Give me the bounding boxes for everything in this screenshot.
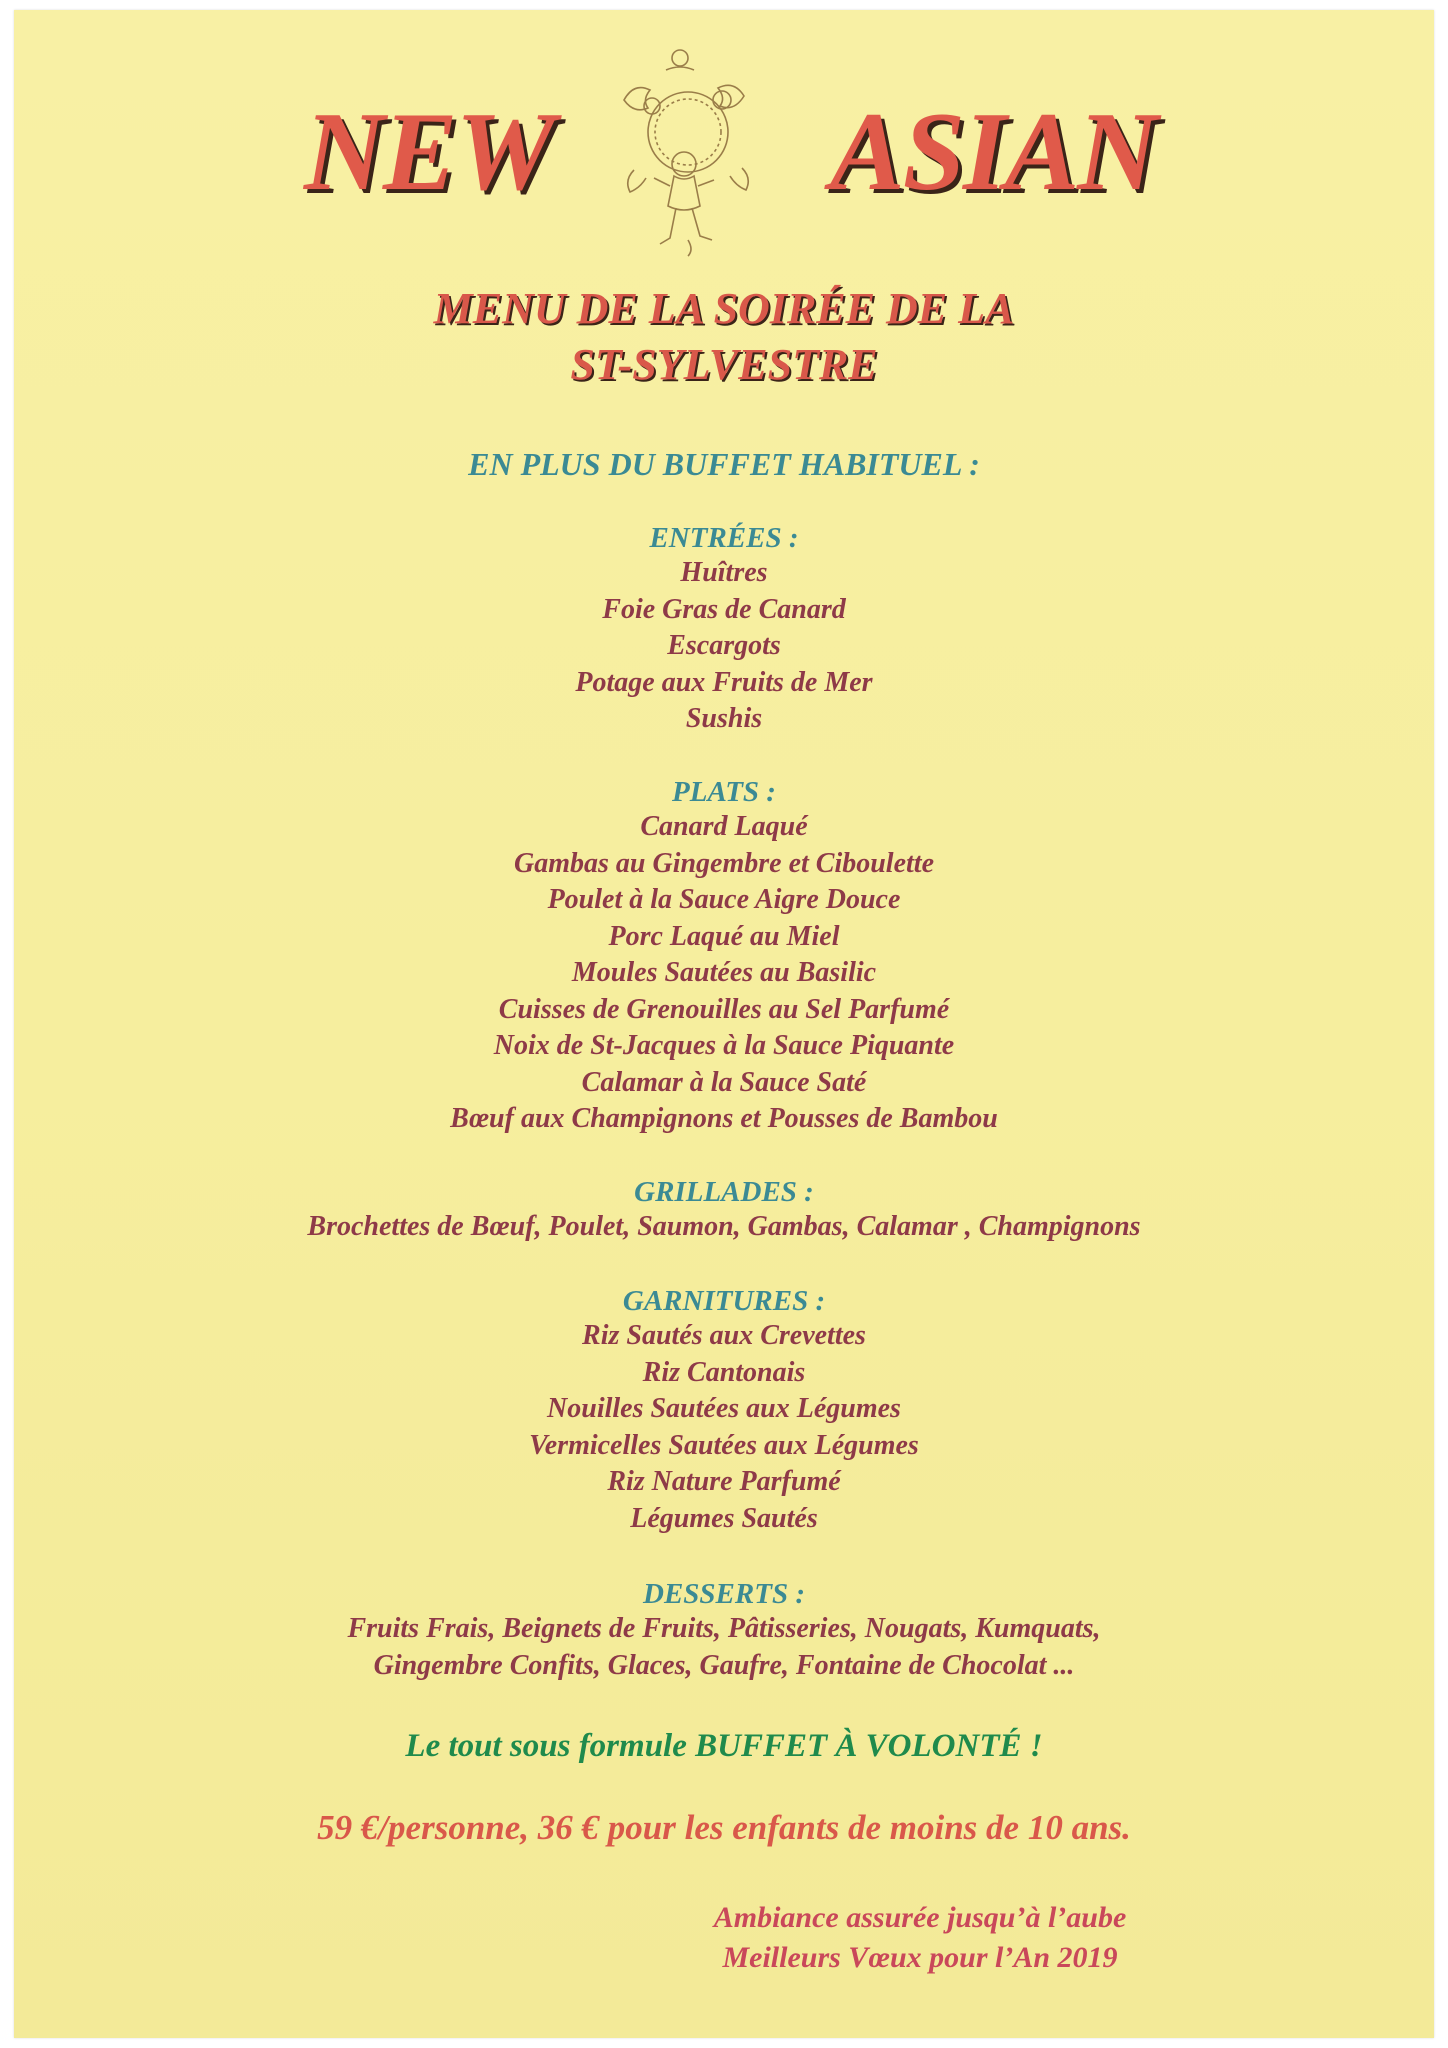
desserts-list [0,1611,1448,1684]
section-entrees [0,522,1448,738]
grillades-list [0,1209,1448,1246]
section-desserts [0,1578,1448,1684]
closing-line1: Ambiance assurée jusqu’à l’aube [713,1901,1127,1934]
menu-item: Nouilles Sautées aux Légumes [547,1393,901,1424]
menu-item: Bœuf aux Champignons et Pousses de Bambou [450,1103,998,1134]
garnitures-list [0,1318,1448,1537]
menu-item: Noix de St-Jacques à la Sauce Piquante [493,1030,955,1061]
menu-item: Brochettes de Bœuf, Poulet, Saumon, Gambas, Calamar , Champignons [307,1211,1141,1242]
menu-item: Fruits Frais, Beignets de Fruits, Pâtisseries, Nougats, Kumquats, [347,1613,1101,1644]
menu-item: Riz Cantonais [642,1356,806,1388]
section-plats [0,776,1448,1138]
menu-item: Gingembre Confits, Glaces, Gaufre, Fontaine de Chocolat ... [373,1649,1075,1681]
menu-item: Gambas au Gingembre et Ciboulette [514,847,934,879]
menu-item: Sushis [685,703,763,734]
menu-item: Riz Nature Parfumé [607,1466,841,1497]
menu-item: Canard Laqué [640,811,808,842]
menu-item: Escargots [667,630,781,661]
section-title-desserts: DESSERTS : [643,1578,805,1610]
section-garnitures [0,1285,1448,1537]
menu-item: Porc Laqué au Miel [608,920,840,952]
plats-list [0,809,1448,1138]
menu-item: Moules Sautées au Basilic [571,957,877,988]
menu-item: Potage aux Fruits de Mer [575,666,873,698]
menu-item: Légumes Sautés [630,1502,818,1534]
entrees-list [0,555,1448,738]
closing-line2: Meilleurs Vœux pour l’An 2019 [722,1941,1118,1974]
brand-new: NEW [304,90,554,214]
menu-item: Vermicelles Sautées aux Légumes [529,1429,919,1461]
menu-item: Foie Gras de Canard [602,593,846,625]
brand-asian: ASIAN [830,90,1157,214]
menu-title-line1: MENU DE LA SOIRÉE DE LA [433,284,1015,333]
menu-item: Huîtres [680,557,768,588]
menu-item: Calamar à la Sauce Saté [581,1066,867,1098]
buffet-formula: Le tout sous formule BUFFET À VOLONTÉ ! [405,1728,1043,1764]
intro-text: EN PLUS DU BUFFET HABITUEL : [468,446,980,482]
menu-item: Riz Sautés aux Crevettes [582,1320,866,1351]
menu-title-line2: ST-SYLVESTRE [570,340,878,389]
menu-item: Poulet à la Sauce Aigre Douce [547,884,901,915]
section-grillades [0,1176,1448,1246]
menu-item: Cuisses de Grenouilles au Sel Parfumé [498,993,950,1025]
section-title-plats: PLATS : [672,776,776,808]
price-text: 59 €/personne, 36 € pour les enfants de moins de 10 ans. [317,1808,1131,1847]
section-title-entrees: ENTRÉES : [649,522,799,554]
section-title-grillades: GRILLADES : [634,1176,814,1208]
section-title-garnitures: GARNITURES : [622,1285,826,1317]
asian-child-emblem-icon [604,40,764,260]
